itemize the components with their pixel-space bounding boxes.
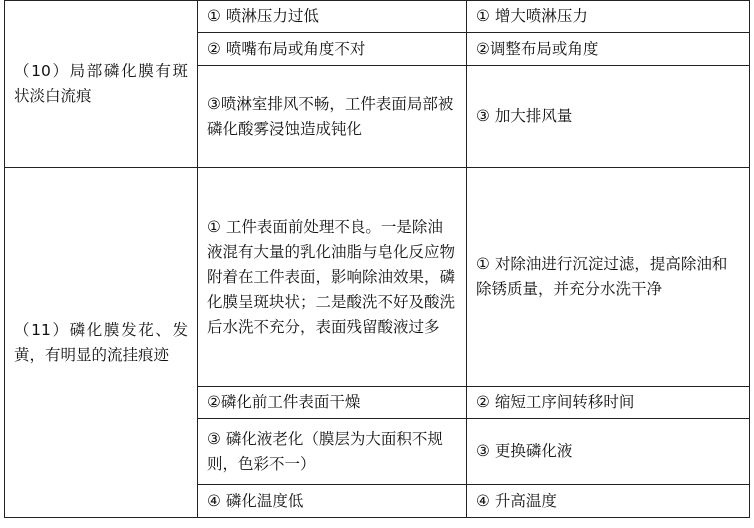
table-row [5, 1, 750, 33]
cause-cell: ① 工件表面前处理不良。一是除油液混有大量的乳化油脂与皂化反应物附着在工件表面，影响除油效果，磷化膜呈斑块状；二是酸洗不好及酸洗后水洗不充分，表面残留酸液过多 [198, 168, 467, 387]
cause-cell: ③喷淋室排风不畅，工件表面局部被磷化酸雾浸蚀造成钝化 [198, 66, 467, 168]
remedy-cell: ③ 更换磷化液 [467, 419, 750, 485]
remedy-cell: ③ 加大排风量 [467, 66, 750, 168]
problem-cell [5, 1, 198, 168]
remedy-cell: ② 缩短工序间转移时间 [467, 387, 750, 419]
cause-cell: ② 喷嘴布局或角度不对 [198, 33, 467, 66]
remedy-cell: ④ 升高温度 [467, 485, 750, 518]
troubleshooting-table [4, 0, 750, 518]
cause-cell: ④ 磷化温度低 [198, 485, 467, 518]
cause-cell: ① 喷淋压力过低 [198, 1, 467, 33]
problem-cell [5, 168, 198, 518]
remedy-cell: ②调整布局或角度 [467, 33, 750, 66]
cause-cell: ③ 磷化液老化（膜层为大面积不规则，色彩不一） [198, 419, 467, 485]
table-row [5, 168, 750, 387]
problem-text: （11）磷化膜发花、发黄，有明显的流挂痕迹 [14, 320, 188, 364]
remedy-cell: ① 对除油进行沉淀过滤，提高除油和除锈质量，并充分水洗干净 [467, 168, 750, 387]
cause-cell: ②磷化前工件表面干燥 [198, 387, 467, 419]
problem-text: （10）局部磷化膜有斑状淡白流痕 [14, 62, 188, 105]
remedy-cell: ① 增大喷淋压力 [467, 1, 750, 33]
